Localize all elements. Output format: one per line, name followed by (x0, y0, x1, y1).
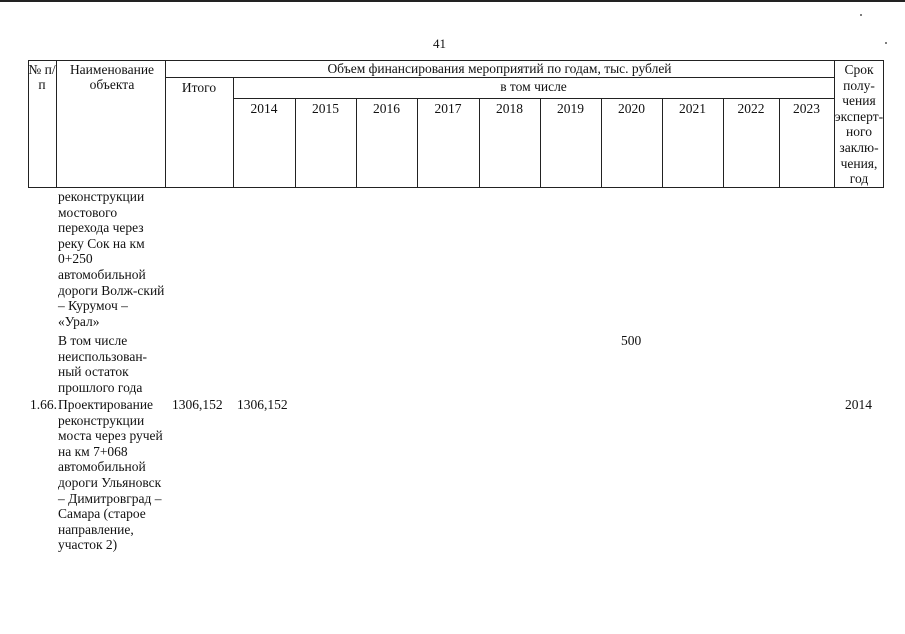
header-year-2020: 2020 (618, 101, 645, 116)
header-year-2018: 2018 (496, 101, 523, 116)
row-name: Проектирование реконструкции моста через ручей на км 7+068 автомобильной дороги Ульяновск – Димитровград – Самара (старое направление, участок 2) (58, 397, 163, 553)
row-name: В том числе неиспользован-ный остаток прошлого года (58, 333, 148, 395)
scan-edge (0, 0, 905, 2)
header-year-2015: 2015 (312, 101, 339, 116)
row-name: реконструкции мостового перехода через реку Сок на км 0+250 автомобильной дороги Волж-ский – Курумоч – «Урал» (58, 189, 165, 329)
row-total: 1306,152 (172, 397, 223, 412)
header-year-2016: 2016 (373, 101, 400, 116)
header-year-2019: 2019 (557, 101, 584, 116)
scan-speck (885, 42, 887, 44)
header-name-col: Наименование объекта (69, 62, 155, 92)
header-num-col: № п/п (28, 62, 56, 92)
header-year-2022: 2022 (737, 101, 765, 116)
header-year-2014: 2014 (250, 101, 278, 116)
row-value-2014: 1306,152 (237, 397, 288, 412)
header-year-2023: 2023 (793, 101, 820, 116)
page-number: 41 (433, 36, 446, 51)
row-number: 1.66. (30, 397, 57, 412)
row-value-2020: 500 (621, 333, 642, 348)
row-deadline: 2014 (845, 397, 872, 412)
header-year-2017: 2017 (434, 101, 462, 116)
scan-speck (860, 14, 862, 16)
header-funding-title: Объем финансирования мероприятий по годам, тыс. рублей (327, 61, 672, 76)
header-total: Итого (181, 80, 217, 95)
header-year-2021: 2021 (679, 101, 706, 116)
header-deadline-col: Срок полу-чения эксперт-ного заклю-чения, год (834, 62, 884, 187)
header-including: в том числе (500, 79, 567, 94)
